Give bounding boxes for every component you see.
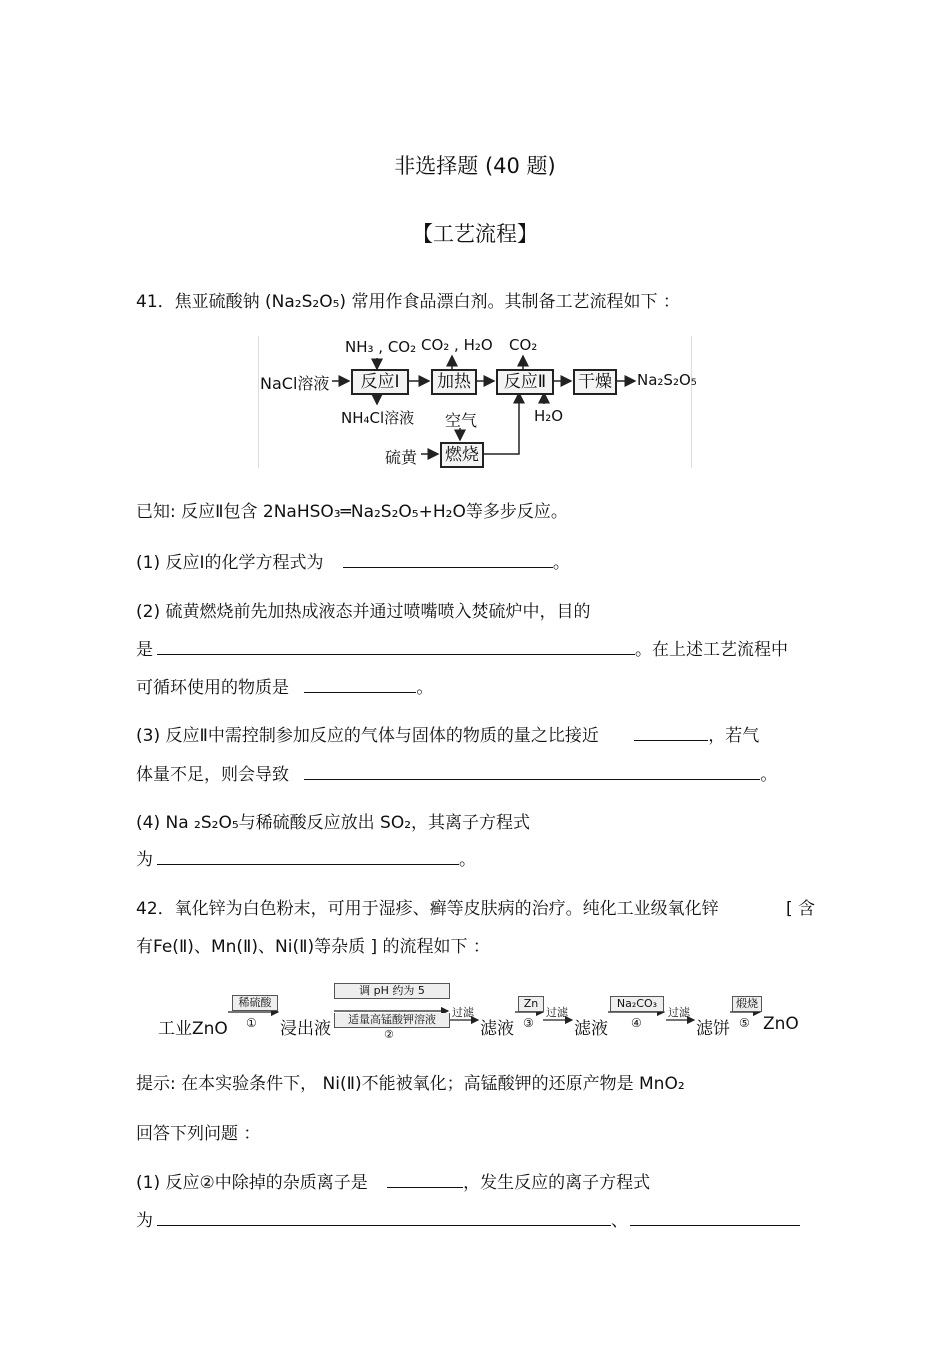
q42-part1-blank-ions[interactable] bbox=[387, 1173, 463, 1188]
q42-intro-line1-tail: [ 含 bbox=[786, 899, 816, 919]
q41-part3-blank-ratio[interactable] bbox=[634, 726, 708, 741]
q42-filter-cake: 滤饼 bbox=[696, 1019, 730, 1039]
q41-part3-text: (3) 反应Ⅱ中需控制参加反应的气体与固体的物质的量之比接近 bbox=[136, 726, 599, 746]
q41-part2-period: 。 bbox=[416, 678, 434, 698]
q42-part1-sep: 、 bbox=[611, 1211, 628, 1231]
q41-part2-line2 bbox=[136, 635, 788, 660]
q42-step4-num: ④ bbox=[631, 1016, 642, 1030]
q42-part1-blank-eq1[interactable] bbox=[157, 1211, 611, 1226]
q41-part4-line2 bbox=[136, 845, 476, 870]
q41-part1 bbox=[136, 548, 570, 573]
q42-filter2: 过滤 bbox=[546, 1006, 568, 1019]
q41-byproduct-nh4cl: NH₄Cl溶液 bbox=[341, 409, 415, 427]
q41-part3-result: 体量不足，则会导致 bbox=[136, 765, 289, 785]
subsection-title: 【工艺流程】 bbox=[412, 222, 538, 246]
q41-box-heat: 加热 bbox=[431, 369, 477, 395]
q42-flow-diagram bbox=[150, 982, 810, 1040]
q41-part2-recycle: 可循环使用的物质是 bbox=[136, 678, 289, 698]
q42-intro-line2: 有Fe(Ⅱ)、Mn(Ⅱ)、Ni(Ⅱ)等杂质 ] 的流程如下 ： bbox=[136, 937, 490, 957]
q41-part4-line1: (4) Na ₂S₂O₅与稀硫酸反应放出 SO₂，其离子方程式 bbox=[136, 813, 531, 833]
q41-box-dry: 干燥 bbox=[573, 369, 617, 395]
q42-step2-reagent-top: 调 pH 约为 5 bbox=[334, 983, 450, 999]
q41-part3-line2 bbox=[136, 760, 777, 785]
q41-box-burn: 燃烧 bbox=[440, 442, 484, 468]
q41-part3-period: 。 bbox=[760, 765, 778, 785]
q41-part3-tail: ，若气 bbox=[708, 726, 760, 746]
q41-part4-wei: 为 bbox=[136, 850, 153, 870]
q42-filtrate1: 滤液 bbox=[480, 1019, 514, 1039]
q42-intro-line1: 42．氧化锌为白色粉末，可用于湿疹、癣等皮肤病的治疗。纯化工业级氧化锌 bbox=[136, 899, 719, 919]
q42-step4-reagent: Na₂CO₃ bbox=[610, 996, 664, 1012]
q42-step5-reagent: 煅烧 bbox=[732, 996, 762, 1012]
q41-sulfur: 硫黄 bbox=[385, 448, 418, 467]
section-title: 非选择题 (40 题) bbox=[394, 154, 556, 178]
q41-part2-line3 bbox=[136, 673, 433, 698]
q41-start-nacl: NaCl溶液 bbox=[260, 374, 330, 393]
q41-part3-blank-result[interactable] bbox=[304, 765, 760, 780]
q42-step1-reagent: 稀硫酸 bbox=[232, 995, 278, 1011]
q42-filter1: 过滤 bbox=[452, 1006, 474, 1019]
q42-step2-reagent-bottom: 适量高锰酸钾溶液 bbox=[334, 1013, 450, 1028]
q41-intro: 41．焦亚硫酸钠 (Na₂S₂O₅) 常用作食品漂白剂。其制备工艺流程如下 ： bbox=[136, 292, 680, 312]
q42-step2-num: ② bbox=[384, 1028, 394, 1041]
q41-part2-line1: (2) 硫黄燃烧前先加热成液态并通过喷嘴喷入焚硫炉中，目的 bbox=[136, 602, 591, 622]
q41-flow-diagram bbox=[258, 336, 697, 468]
q41-product: Na₂S₂O₅ bbox=[637, 371, 697, 389]
q41-known: 已知: 反应Ⅱ包含 2NaHSO₃═Na₂S₂O₅+H₂O等多步反应。 bbox=[136, 502, 568, 522]
q42-part1-wei: 为 bbox=[136, 1211, 153, 1231]
q41-part1-blank[interactable] bbox=[343, 553, 553, 568]
q42-part1-text: (1) 反应②中除掉的杂质离子是 bbox=[136, 1173, 368, 1193]
q42-part1-tail: ，发生反应的离子方程式 bbox=[463, 1173, 651, 1193]
q42-part1-blank-eq2[interactable] bbox=[630, 1211, 800, 1226]
q42-step3-num: ③ bbox=[523, 1016, 534, 1030]
q42-start: 工业ZnO bbox=[158, 1019, 228, 1039]
q41-part4-period: 。 bbox=[459, 850, 476, 870]
q41-part2-tail: 。在上述工艺流程中 bbox=[635, 640, 788, 660]
q41-input-nh3-co2: NH₃ , CO₂ bbox=[345, 338, 417, 356]
q41-output-co2: CO₂ bbox=[509, 336, 538, 354]
q41-part2-blank-recycle[interactable] bbox=[304, 678, 416, 693]
q41-part2-blank-purpose[interactable] bbox=[157, 640, 635, 655]
q41-part1-period: 。 bbox=[552, 553, 570, 573]
q41-box-reaction2: 反应Ⅱ bbox=[496, 369, 554, 395]
q42-filter3: 过滤 bbox=[668, 1006, 690, 1019]
q41-box-reaction1: 反应Ⅰ bbox=[351, 369, 409, 395]
q42-hint: 提示: 在本实验条件下， Ni(Ⅱ)不能被氧化；高锰酸钾的还原产物是 MnO₂ bbox=[136, 1074, 685, 1094]
q41-part1-text: (1) 反应Ⅰ的化学方程式为 bbox=[136, 553, 324, 573]
q42-answer-prompt: 回答下列问题 ： bbox=[136, 1124, 261, 1144]
q42-step3-reagent: Zn bbox=[518, 996, 544, 1012]
q41-part4-blank[interactable] bbox=[157, 850, 459, 865]
q42-filtrate2: 滤液 bbox=[574, 1019, 608, 1039]
q42-part1-line1 bbox=[136, 1168, 650, 1193]
q42-step1-num: ① bbox=[246, 1016, 257, 1030]
q41-part2-shi: 是 bbox=[136, 640, 153, 660]
q41-air: 空气 bbox=[445, 411, 478, 430]
q42-leachate: 浸出液 bbox=[280, 1019, 331, 1039]
q41-water: H₂O bbox=[534, 407, 564, 425]
q41-output-co2-h2o: CO₂ , H₂O bbox=[421, 336, 493, 354]
q42-end-zno: ZnO bbox=[763, 1014, 799, 1034]
q42-step5-num: ⑤ bbox=[739, 1016, 750, 1030]
q42-part1-line2 bbox=[136, 1206, 800, 1231]
q41-part3-line1 bbox=[136, 721, 759, 746]
